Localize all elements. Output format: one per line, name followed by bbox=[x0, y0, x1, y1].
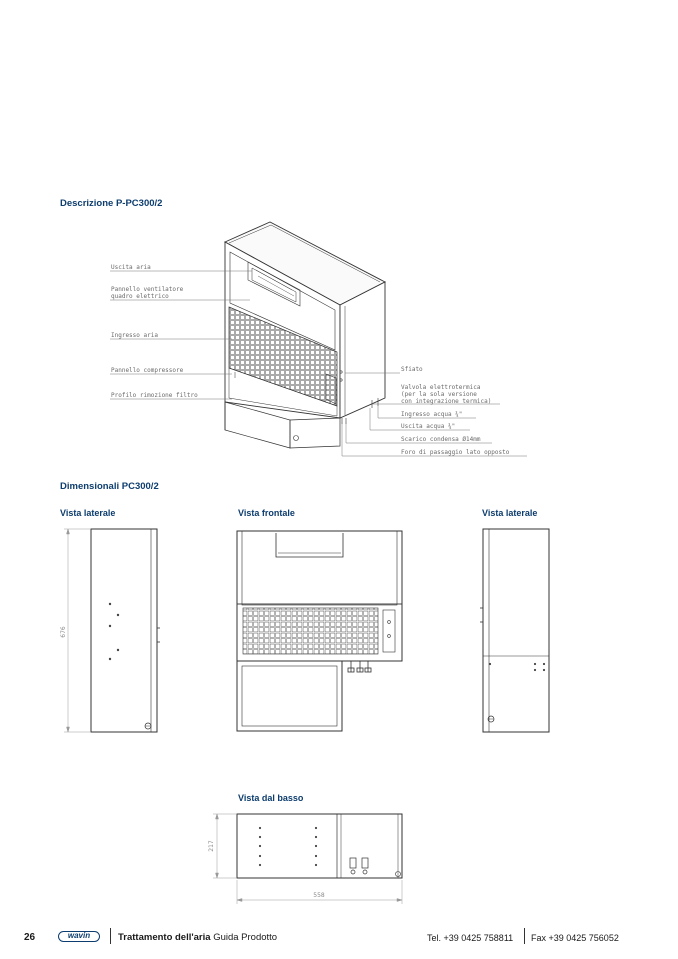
callout-air-outlet: Uscita aria bbox=[111, 264, 151, 271]
section-title-dimensions: Dimensionali PC300/2 bbox=[60, 481, 159, 492]
callout-thermo-valve: Valvola elettrotermica bbox=[401, 384, 481, 391]
page-footer bbox=[0, 926, 678, 948]
side-view-right-drawing bbox=[480, 529, 549, 732]
callout-thermo-valve-note2: con integrazione termica) bbox=[401, 398, 492, 405]
callout-pass-through-hole: Foro di passaggio lato opposto bbox=[401, 449, 510, 456]
section-title-description: Descrizione P-PC300/2 bbox=[60, 198, 163, 209]
callout-vent: Sfiato bbox=[401, 366, 423, 373]
fax-number: Fax +39 0425 756052 bbox=[531, 933, 619, 943]
bottom-view-drawing bbox=[213, 814, 402, 904]
footer-divider bbox=[524, 928, 525, 944]
callout-water-inlet: Ingresso acqua ¾" bbox=[401, 411, 463, 418]
document-title-bold: Trattamento dell'aria bbox=[118, 932, 211, 943]
dimension-depth: 217 bbox=[208, 840, 215, 852]
view-label-side-left: Vista laterale bbox=[60, 508, 116, 518]
isometric-unit-drawing bbox=[225, 222, 385, 448]
side-view-left-drawing bbox=[64, 529, 160, 732]
footer-divider bbox=[110, 928, 111, 944]
view-label-side-right: Vista laterale bbox=[482, 508, 538, 518]
callout-water-outlet: Uscita acqua ¾" bbox=[401, 423, 456, 430]
document-title-rest: Guida Prodotto bbox=[213, 932, 278, 943]
dimension-height: 676 bbox=[60, 626, 67, 638]
callout-compressor-panel: Pannello compressore bbox=[111, 367, 184, 374]
callout-thermo-valve-note1: (per la sola versione bbox=[401, 391, 477, 398]
callout-fan-panel: Pannello ventilatore bbox=[111, 286, 184, 293]
callout-electrical-board: quadro elettrico bbox=[111, 293, 169, 300]
callout-air-inlet: Ingresso aria bbox=[111, 332, 158, 339]
callout-filter-profile: Profilo rimozione filtro bbox=[111, 392, 198, 399]
dimension-width: 558 bbox=[313, 892, 325, 899]
view-label-front: Vista frontale bbox=[238, 508, 295, 518]
callout-condensate-drain: Scarico condensa Ø14mm bbox=[401, 436, 481, 443]
wavin-logo: wavin bbox=[58, 931, 100, 942]
front-view-drawing bbox=[237, 531, 402, 731]
document-title bbox=[118, 932, 277, 943]
phone-number: Tel. +39 0425 758811 bbox=[427, 933, 514, 943]
view-label-bottom: Vista dal basso bbox=[238, 793, 304, 803]
page-number: 26 bbox=[24, 932, 36, 943]
